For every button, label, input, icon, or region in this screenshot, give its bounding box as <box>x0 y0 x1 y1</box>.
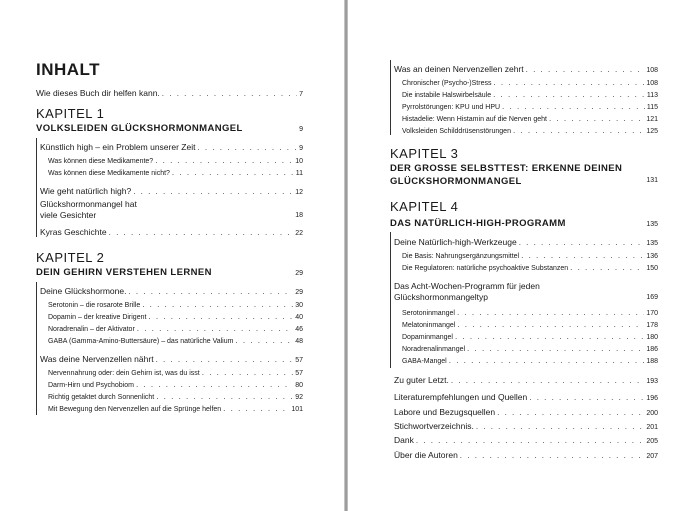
toc-subentry[interactable]: Chronischer (Psycho-)Stress . . . 108 <box>402 79 658 87</box>
chapter-4-label: KAPITEL 4 <box>390 199 459 214</box>
entry-page: 7 <box>299 91 303 98</box>
chapter-1-title[interactable]: VOLKSLEIDEN GLÜCKSHORMONMANGEL 9 <box>36 123 303 134</box>
toc-subentry[interactable]: Die Basis: Nahrungsergänzungsmittel . . . 136 <box>402 252 658 260</box>
toc-subentry[interactable]: Noradrenalinmangel . . . 186 <box>402 345 658 353</box>
toc-title: INHALT <box>36 60 101 79</box>
toc-entry[interactable]: Über die Autoren . . . 207 <box>394 451 658 460</box>
chapter-3-label: KAPITEL 3 <box>390 146 459 161</box>
toc-entry[interactable]: Was an deinen Nervenzellen zehrt . . . 108 <box>394 65 658 74</box>
toc-subentry[interactable]: Serotoninmangel . . . 170 <box>402 309 658 317</box>
toc-entry[interactable]: Künstlich high – ein Problem unserer Zeit . . . 9 <box>40 143 303 152</box>
chapter-3-title[interactable]: DER GROSSE SELBSTTEST: ERKENNE DEINEN GLÜCKSHORMONMANGEL 131 <box>390 163 658 187</box>
toc-subentry[interactable]: Die Regulatoren: natürliche psychoaktive Substanzen . . . 150 <box>402 264 658 272</box>
toc-subentry[interactable]: Darm-Hirn und Psychobiom . . . 80 <box>48 381 303 389</box>
toc-entry[interactable]: Wie geht natürlich high? . . . 12 <box>40 187 303 196</box>
toc-entry[interactable]: Zu guter Letzt. . . . 193 <box>394 376 658 385</box>
entry-page: 135 <box>646 221 658 228</box>
toc-subentry[interactable]: Melatoninmangel . . . 178 <box>402 321 658 329</box>
entry-page: 9 <box>299 126 303 133</box>
toc-entry[interactable]: Das Acht-Wochen-Programm für jeden Glückshormonmangeltyp 169 <box>394 281 658 302</box>
toc-subentry[interactable]: Serotonin – die rosarote Brille . . . 30 <box>48 301 303 309</box>
toc-subentry[interactable]: GABA-Mangel . . . 188 <box>402 357 658 365</box>
toc-entry[interactable]: Literaturempfehlungen und Quellen . . . 196 <box>394 393 658 402</box>
toc-entry[interactable]: Labore und Bezugsquellen . . . 200 <box>394 408 658 417</box>
toc-entry[interactable]: Kyras Geschichte . . . 22 <box>40 228 303 237</box>
toc-subentry[interactable]: Histadelie: Wenn Histamin auf die Nerven geht . . . 121 <box>402 115 658 123</box>
toc-subentry[interactable]: Pyrrolstörungen: KPU und HPU . . . 115 <box>402 103 658 111</box>
toc-entry[interactable]: Deine Natürlich-high-Werkzeuge . . . 135 <box>394 238 658 247</box>
left-page <box>0 0 345 511</box>
toc-subentry[interactable]: Die instabile Halswirbelsäule . . . 113 <box>402 91 658 99</box>
toc-subentry[interactable]: Volksleiden Schilddrüsenstörungen . . . 125 <box>402 127 658 135</box>
toc-subentry[interactable]: Noradrenalin – der Aktivator . . . 46 <box>48 325 303 333</box>
toc-subentry[interactable]: Mit Bewegung den Nervenzellen auf die Sprünge helfen . . . 101 <box>48 405 303 413</box>
chapter-1-label: KAPITEL 1 <box>36 106 105 121</box>
toc-subentry[interactable]: Nervennahrung oder: dein Gehirn ist, was du isst . . . 57 <box>48 369 303 377</box>
toc-subentry[interactable]: GABA (Gamma-Amino-Buttersäure) – das natürliche Valium . . . 48 <box>48 337 303 345</box>
entry-page: 131 <box>646 177 658 184</box>
right-page <box>348 0 693 511</box>
entry-text: Wie dieses Buch dir helfen kann. <box>36 88 160 98</box>
toc-entry[interactable]: Deine Glückshormone. . . . 29 <box>40 287 303 296</box>
chapter-4-title[interactable]: DAS NATÜRLICH-HIGH-PROGRAMM 135 <box>390 218 658 229</box>
toc-subentry[interactable]: Richtig getaktet durch Sonnenlicht . . . 92 <box>48 393 303 401</box>
toc-subentry[interactable]: Was können diese Medikamente? . . . 10 <box>48 157 303 165</box>
chapter-2-label: KAPITEL 2 <box>36 250 105 265</box>
toc-subentry[interactable]: Dopaminmangel . . . 180 <box>402 333 658 341</box>
toc-subentry[interactable]: Was können diese Medikamente nicht? . . . 11 <box>48 169 303 177</box>
toc-entry[interactable]: Glückshormonmangel hat viele Gesichter 18 <box>40 199 303 220</box>
chapter-2-title[interactable]: DEIN GEHIRN VERSTEHEN LERNEN 29 <box>36 267 303 278</box>
toc-entry[interactable]: Was deine Nervenzellen nährt . . . 57 <box>40 355 303 364</box>
toc-entry-intro[interactable] <box>36 89 303 98</box>
toc-entry[interactable]: Stichwortverzeichnis. . . . 201 <box>394 422 658 431</box>
toc-subentry[interactable]: Dopamin – der kreative Dirigent . . . 40 <box>48 313 303 321</box>
entry-page: 29 <box>295 270 303 277</box>
toc-entry[interactable]: Dank . . . 205 <box>394 436 658 445</box>
